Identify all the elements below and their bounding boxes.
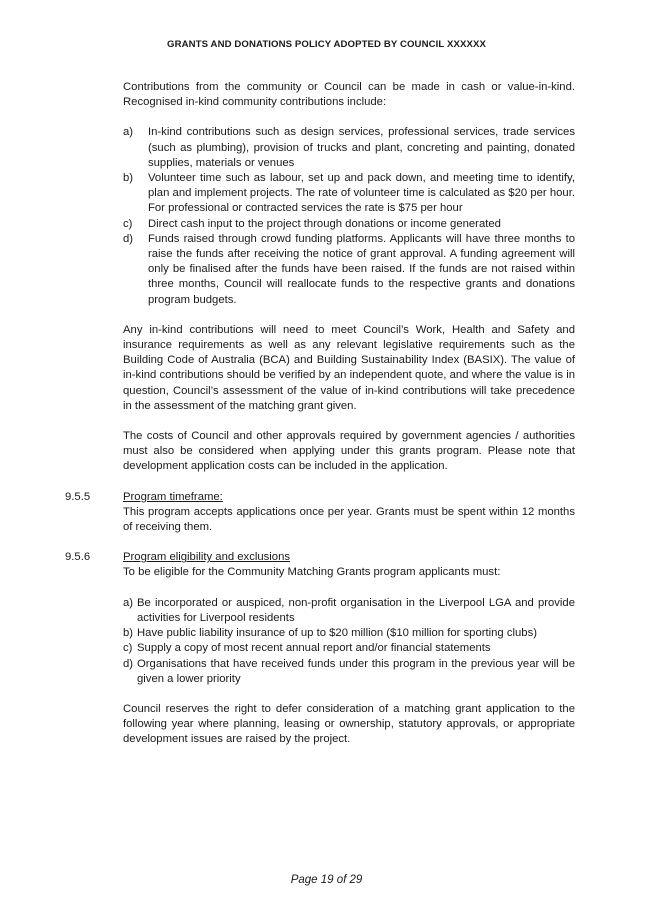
list-marker: a) bbox=[123, 126, 134, 139]
list-marker: a) bbox=[123, 596, 134, 609]
contributions-list bbox=[123, 125, 575, 307]
section-text: This program accepts applications once per year. Grants must be spent within 12 months of receiving them. bbox=[123, 505, 575, 534]
list-marker: d) bbox=[123, 232, 134, 245]
eligibility-list bbox=[123, 596, 575, 687]
list-marker: b) bbox=[123, 627, 134, 640]
section-title: Program timeframe: bbox=[123, 490, 223, 503]
list-item-text: Funds raised through crowd funding platforms. Applicants will have three months to raise the funds after receiving the notice of grant approval. A funding agreement will only be finalised after the funds have been raised. If the funds are not raised within three months, Council will reallocate funds to the respective grants and donations program budgets. bbox=[148, 232, 575, 306]
section-program-eligibility bbox=[65, 550, 575, 580]
list-item bbox=[123, 125, 575, 171]
list-item-text: Direct cash input to the project through donations or income generated bbox=[148, 217, 501, 230]
list-item bbox=[123, 596, 575, 626]
section-number: 9.5.6 bbox=[65, 551, 91, 564]
list-marker: d) bbox=[123, 657, 134, 670]
list-item bbox=[123, 657, 575, 687]
list-marker: b) bbox=[123, 172, 134, 185]
section-text: To be eligible for the Community Matching Grants program applicants must: bbox=[123, 566, 501, 579]
costs-paragraph: The costs of Council and other approvals required by government agencies / authorities must also be considered when applying under this grants program. Please note that development application costs can be included in the application. bbox=[123, 430, 575, 473]
section-program-timeframe bbox=[65, 490, 575, 536]
section-title: Program eligibility and exclusions bbox=[123, 551, 291, 564]
list-item-text: Volunteer time such as labour, set up and pack down, and meeting time to identify, plan and implement projects. The rate of volunteer time is calculated as $20 per hour. For professional or contracted services the rate is $75 per hour bbox=[148, 172, 575, 215]
inkind-paragraph: Any in-kind contributions will need to meet Council’s Work, Health and Safety and insurance requirements as well as any relevant legislative requirements such as the Building Code of Australia (BCA) and Building Sustainability Index (BASIX). The value of in-kind contributions should be verified by an independent quote, and where the value is in question, Council’s assessment of the value of in-kind contributions will take precedence in the assessment of the matching grant given. bbox=[123, 323, 575, 412]
list-item-text: Supply a copy of most recent annual report and/or financial statements bbox=[137, 642, 491, 655]
list-item bbox=[123, 626, 575, 641]
list-item bbox=[123, 171, 575, 217]
closing-paragraph: Council reserves the right to defer consideration of a matching grant application to the following year where planning, leasing or ownership, statutory approvals, or appropriate development issues are raised by the project. bbox=[123, 702, 575, 746]
list-marker: c) bbox=[123, 217, 133, 230]
list-marker: c) bbox=[123, 642, 133, 655]
page-number: Page 19 of 29 bbox=[290, 874, 363, 886]
intro-paragraph: Contributions from the community or Council can be made in cash or value-in-kind. Recognised in-kind community contributions include: bbox=[123, 81, 575, 109]
page-content bbox=[65, 80, 575, 763]
list-item-text: Be incorporated or auspiced, non-profit organisation in the Liverpool LGA and provide activities for Liverpool residents bbox=[137, 596, 575, 624]
list-item bbox=[123, 641, 575, 656]
section-number: 9.5.5 bbox=[65, 490, 91, 503]
list-item bbox=[123, 217, 575, 232]
list-item bbox=[123, 232, 575, 308]
list-item-text: In-kind contributions such as design services, professional services, trade services (such as plumbing), provision of trucks and plant, concreting and painting, donated supplies, materials or venues bbox=[148, 126, 575, 169]
list-item-text: Have public liability insurance of up to $20 million ($10 million for sporting clubs) bbox=[137, 627, 537, 640]
list-item-text: Organisations that have received funds under this program in the previous year will be given a lower priority bbox=[137, 657, 575, 685]
document-header: GRANTS AND DONATIONS POLICY ADOPTED BY COUNCIL XXXXXX bbox=[167, 39, 486, 50]
